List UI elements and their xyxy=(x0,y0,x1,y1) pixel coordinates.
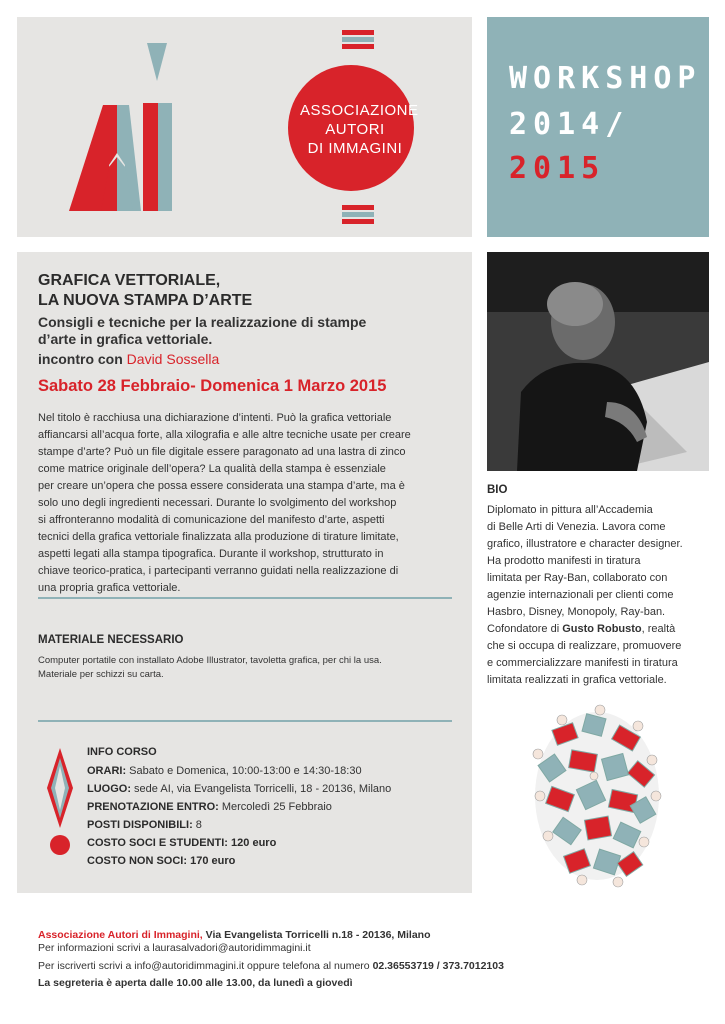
divider xyxy=(38,720,452,722)
event-subtitle-line-2: d’arte in grafica vettoriale. xyxy=(38,331,213,347)
workshop-year-2: 2015 xyxy=(509,151,606,186)
description-line: stampe d’arte? Può un file digitale essere paragonato ad una lastra di zinco xyxy=(38,446,406,458)
bio-line: di Belle Arti di Venezia. Lavora come xyxy=(487,521,666,533)
speaker-name: David Sossella xyxy=(126,351,220,367)
footer-office-hours: La segreteria è aperta dalle 10.00 alle 13.00, da lunedì a giovedì xyxy=(38,977,353,989)
info-heading: INFO CORSO xyxy=(87,746,157,758)
bio-line: e commercializzare manifesti in tiratura xyxy=(487,657,678,669)
event-speaker-line xyxy=(38,351,219,367)
description-line: affiancarsi all’acqua forte, alla xilografia e alle altre tecniche usate per creare xyxy=(38,429,411,441)
info-row-seats: POSTI DISPONIBILI: 8 xyxy=(87,819,202,831)
info-row-nonmember-cost: COSTO NON SOCI: 170 euro xyxy=(87,855,236,867)
event-dates: Sabato 28 Febbraio- Domenica 1 Marzo 2015 xyxy=(38,377,387,395)
footer-address: Via Evangelista Torricelli n.18 - 20136, Milano xyxy=(202,929,431,941)
info-row-booking: PRENOTAZIONE ENTRO: Mercoledì 25 Febbraio xyxy=(87,801,332,813)
footer-phones: 02.36553719 / 373.7012103 xyxy=(372,960,504,972)
description-line: Nel titolo è racchiusa una dichiarazione d’intenti. Può la grafica vettoriale xyxy=(38,412,392,424)
bio-line-company: Cofondatore di Gusto Robusto, realtà xyxy=(487,623,676,635)
description-line: come matrice originale dell’opera? La qualità della stampa è essenziale xyxy=(38,463,386,475)
chevron-top-icon xyxy=(340,28,380,50)
logo-panel xyxy=(17,17,266,237)
materials-line-2: Materiale per schizzi su carta. xyxy=(38,669,164,680)
bio-line: grafico, illustratore e character designer. xyxy=(487,538,683,550)
footer-address-line xyxy=(38,929,431,941)
ai-logo-icon xyxy=(17,17,266,237)
info-row-member-cost: COSTO SOCI E STUDENTI: 120 euro xyxy=(87,837,277,849)
description-line: chiave teorico-pratica, i partecipanti verranno guidati nella realizzazione di xyxy=(38,565,399,577)
speaker-photo xyxy=(487,252,709,471)
description-line: solo uno degli ingredienti necessari. Durante lo svolgimento del workshop xyxy=(38,497,397,509)
association-line-2: AUTORI xyxy=(325,121,385,138)
exclamation-icon xyxy=(47,748,73,858)
association-line-3: DI IMMAGINI xyxy=(307,140,403,157)
bio-line: Ha prodotto manifesti in tiratura xyxy=(487,555,641,567)
description-line: per creare un’opera che possa essere considerata una stampa d’arte, ma è xyxy=(38,480,405,492)
event-title-line-2: LA NUOVA STAMPA D’ARTE xyxy=(38,292,253,309)
workshop-year-1: 2014/ xyxy=(509,107,630,142)
figures-illustration xyxy=(522,696,672,896)
divider xyxy=(38,597,452,599)
association-line-1: ASSOCIAZIONE xyxy=(300,102,419,119)
materials-line-1: Computer portatile con installato Adobe Illustrator, tavoletta grafica, per chi la usa. xyxy=(38,655,382,666)
chevron-bottom-icon xyxy=(340,203,380,225)
footer-info: Per informazioni scrivi a laurasalvadori@autoridimmagini.it xyxy=(38,942,311,954)
footer-org: Associazione Autori di Immagini, xyxy=(38,929,203,941)
bio-text xyxy=(487,502,683,689)
bio-line: limitata per Ray-Ban, collaborato con xyxy=(487,572,668,584)
materials-text xyxy=(38,654,382,682)
bio-line: che si occupa di realizzare, promuovere xyxy=(487,640,682,652)
bio-line: Diplomato in pittura all’Accademia xyxy=(487,504,653,516)
materials-heading: MATERIALE NECESSARIO xyxy=(38,634,184,646)
meeting-prefix: incontro con xyxy=(38,351,123,367)
description-line: si affronteranno modalità di comunicazione del manifesto d’arte, aspetti xyxy=(38,514,385,526)
info-row-location: LUOGO: sede AI, via Evangelista Torricelli, 18 - 20136, Milano xyxy=(87,783,392,795)
workshop-panel xyxy=(487,17,709,237)
workshop-title: WORKSHOP xyxy=(509,61,702,96)
bio-line: limitata realizzati in grafica vettoriale. xyxy=(487,674,667,686)
event-description xyxy=(38,410,458,597)
bio-line: Hasbro, Disney, Monopoly, Ray-ban. xyxy=(487,606,666,618)
footer-subscribe: Per iscriverti scrivi a info@autoridimmagini.it oppure telefona al numero 02.36553719 / 373.7012103 xyxy=(38,960,504,972)
description-line: aspetti legati alla stampa tipografica. Durante il workshop, strutturato in xyxy=(38,548,384,560)
info-row-hours: ORARI: Sabato e Domenica, 10:00-13:00 e 14:30-18:30 xyxy=(87,765,362,777)
description-line: una propria grafica vettoriale. xyxy=(38,582,181,594)
description-line: tecnici della grafica vettoriale finalizzata alla produzione di tirature limitate, xyxy=(38,531,399,543)
event-subtitle-line-1: Consigli e tecniche per la realizzazione di stampe xyxy=(38,314,367,330)
company-name: Gusto Robusto xyxy=(562,623,642,635)
event-title-line-1: GRAFICA VETTORIALE, xyxy=(38,272,221,289)
bio-line: agenzie internazionali per clienti come xyxy=(487,589,674,601)
bio-heading: BIO xyxy=(487,484,508,496)
